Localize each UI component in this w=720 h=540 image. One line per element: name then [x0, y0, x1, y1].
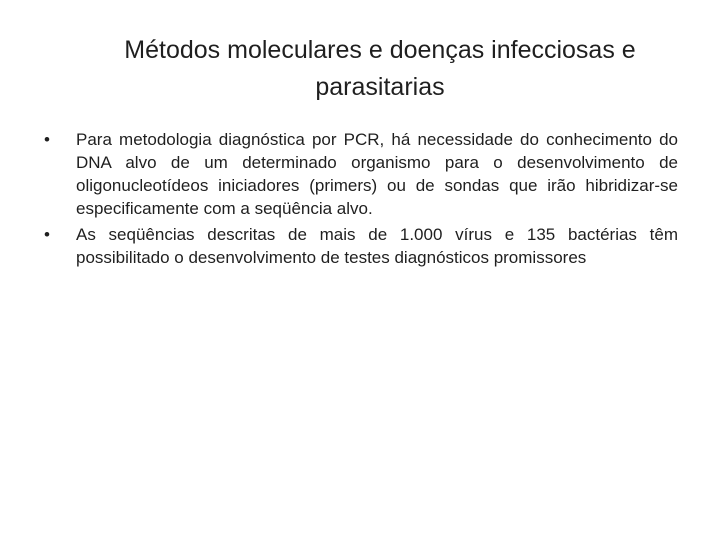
bullet-text-pcr: Para metodologia diagnóstica por PCR, há necessidade do conhecimento do DNA alvo de um determinado organismo para o desenvolvimento de oligonucleotídeos iniciadores (primers) ou de sondas que irão hibridizar-se especificamente com a seqüência alvo. [76, 130, 678, 218]
bullet-text-sequences: As seqüências descritas de mais de 1.000 vírus e 135 bactérias têm possibilitado o desenvolvimento de testes diagnósticos promissores [76, 225, 678, 267]
bullet-list [36, 128, 678, 272]
bullet-item-sequences [36, 223, 678, 269]
bullet-icon: • [44, 130, 50, 149]
slide-title: Métodos moleculares e doenças infecciosas e parasitarias [124, 36, 636, 101]
bullet-item-pcr [36, 128, 678, 220]
bullet-icon: • [44, 225, 50, 244]
